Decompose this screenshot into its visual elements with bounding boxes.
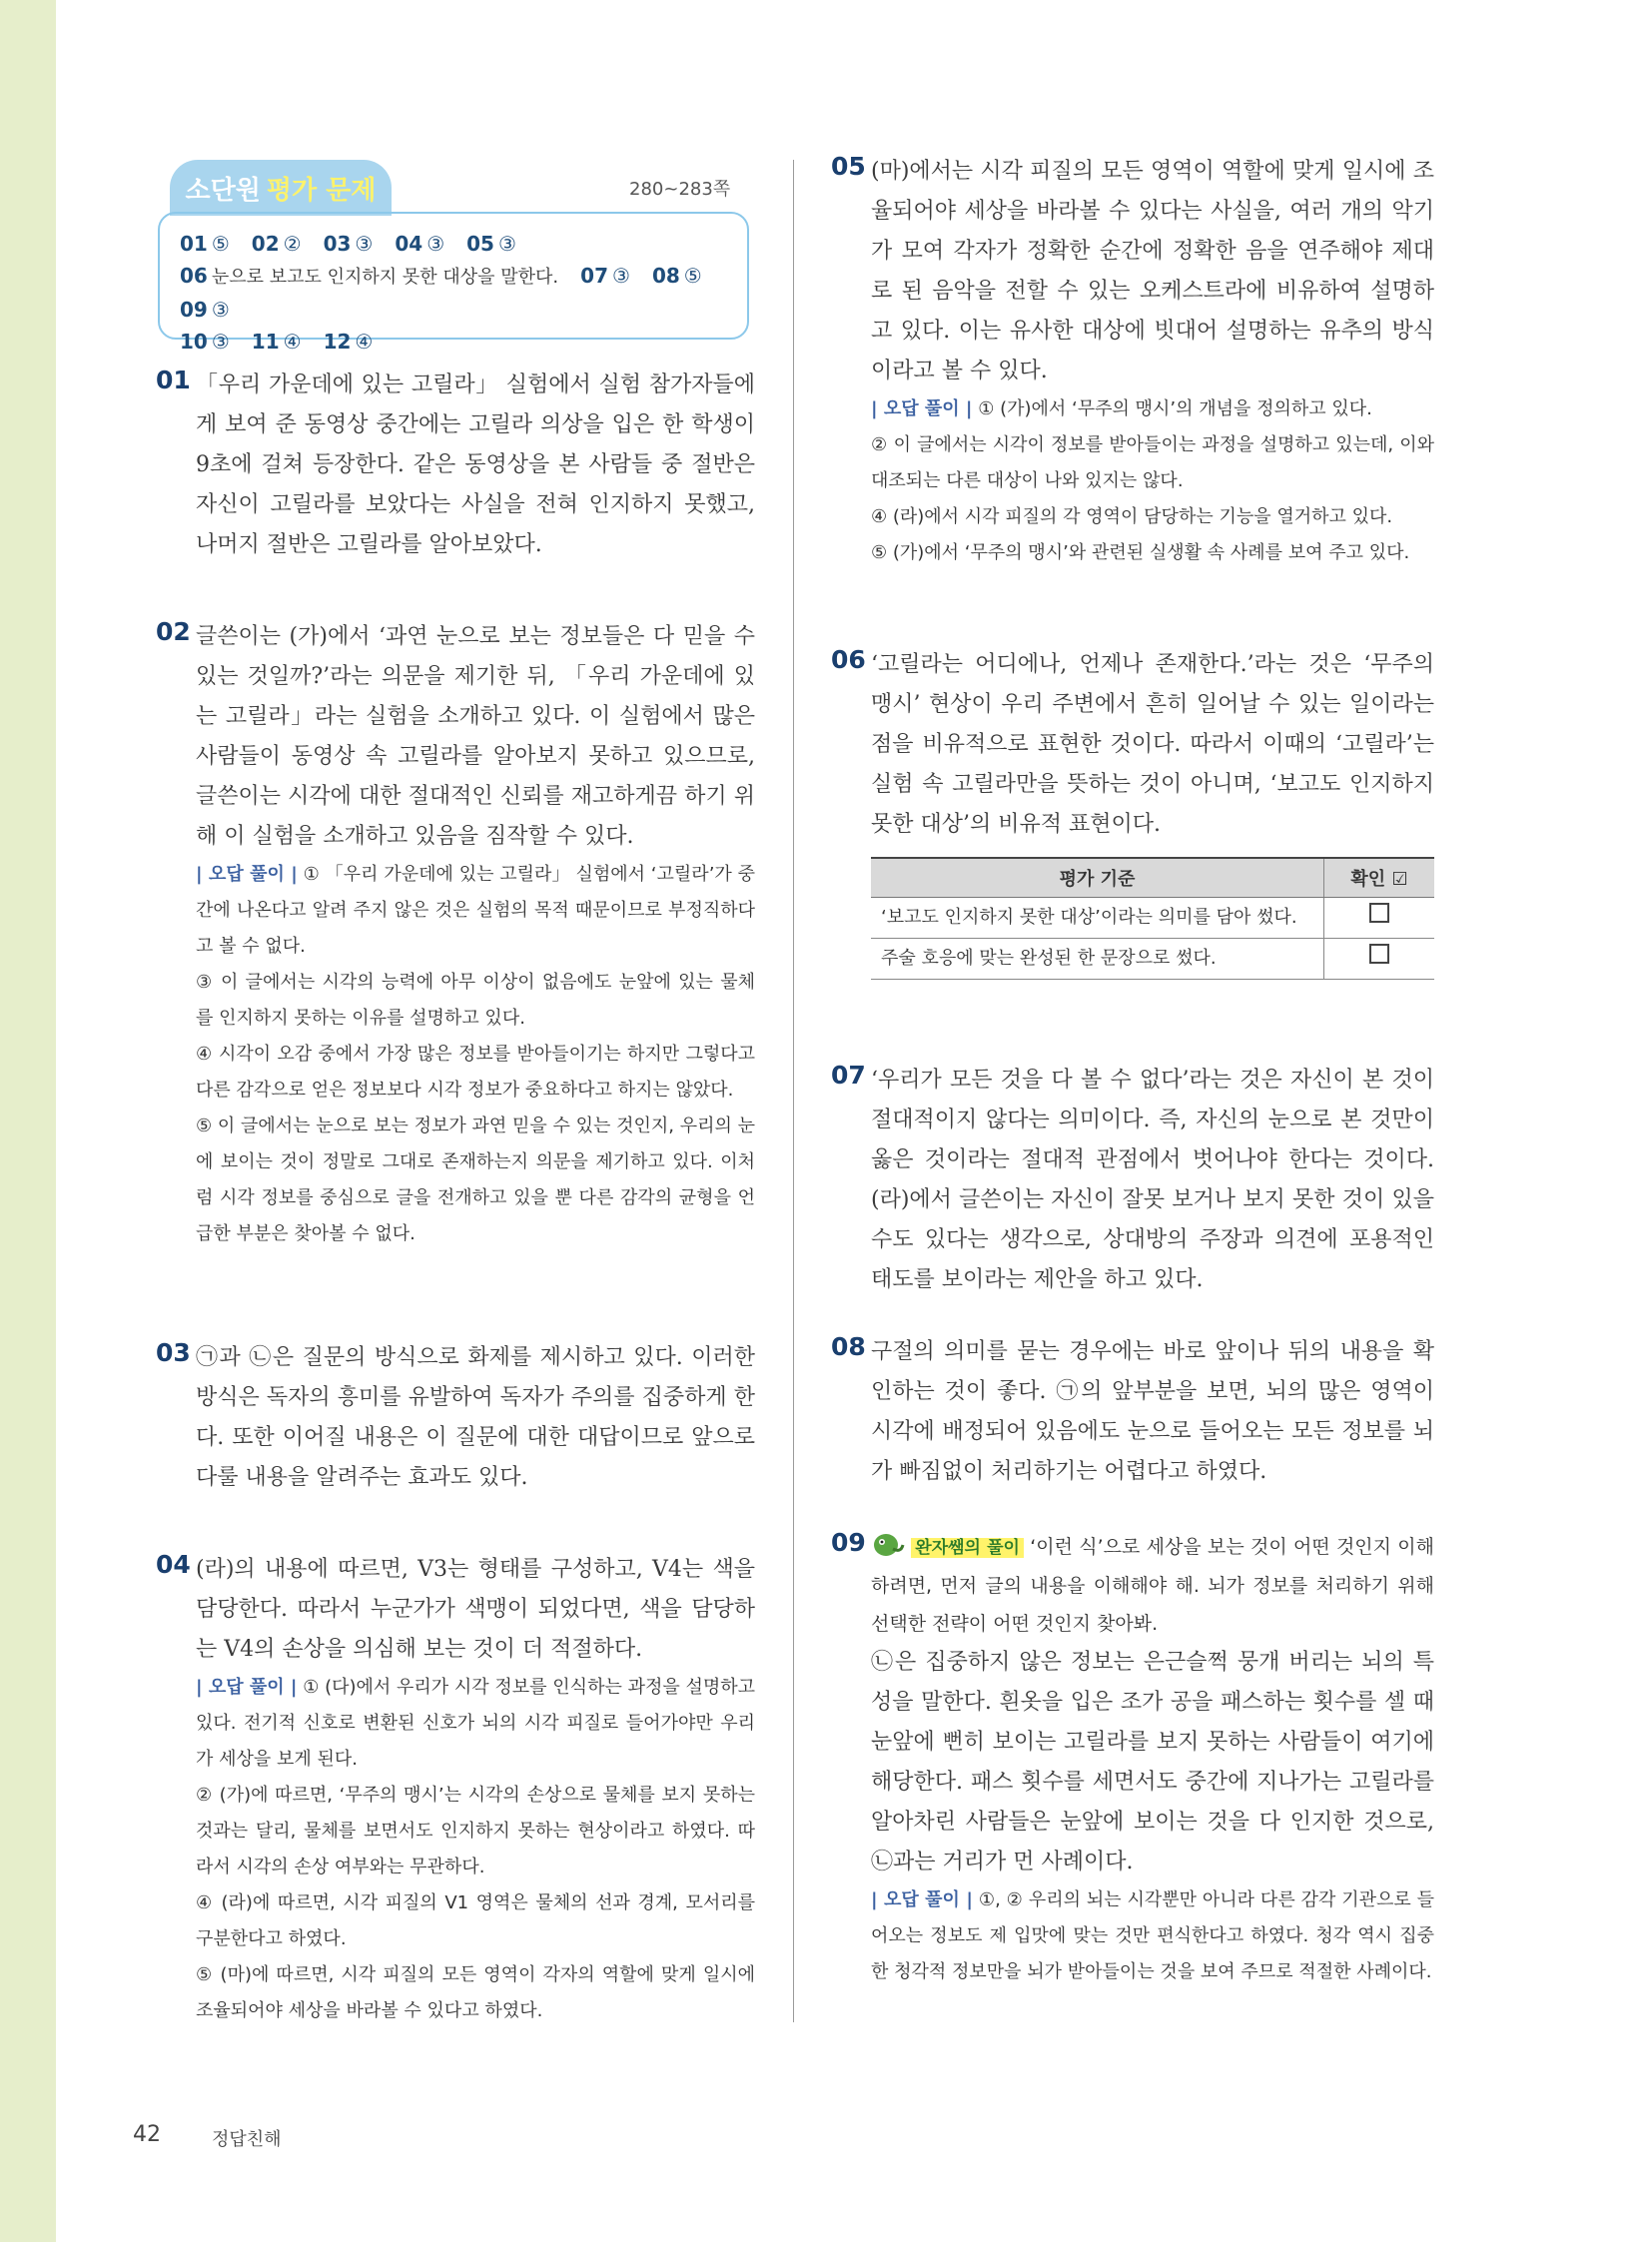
page-number: 42 xyxy=(133,2122,161,2147)
checkbox-icon[interactable] xyxy=(1369,903,1389,923)
answer-choice: ⑤ xyxy=(211,232,230,256)
wrong-answer-label: | 오답 풀이 | xyxy=(196,864,298,885)
side-color-strip xyxy=(0,0,56,2242)
question-number: 08 xyxy=(831,1332,866,1361)
answer-item xyxy=(180,228,230,260)
answer-number: 10 xyxy=(180,330,208,354)
wrong-answer-label: | 오답 풀이 | xyxy=(196,1677,298,1698)
question-06 xyxy=(831,645,1434,980)
answer-item xyxy=(252,228,302,260)
question-explanation: (라)의 내용에 따르면, V3는 형태를 구성하고, V4는 색을 담당한다. 따라서 누군가가 색맹이 되었다면, 색을 담당하는 V4의 손상을 의심해 보는 것이 더 적절하다. xyxy=(196,1557,755,1662)
note-item: ④ 시각이 오감 중에서 가장 많은 정보를 받아들이기는 하지만 그렇다고 다른 감각으로 얻은 정보보다 시각 정보가 중요하다고 하지는 않았다. xyxy=(196,1044,755,1101)
question-number: 01 xyxy=(156,366,191,394)
note-item: ④ (라)에 따르면, 시각 피질의 V1 영역은 물체의 선과 경계, 모서리를 구분한다고 하였다. xyxy=(196,1892,755,1949)
question-explanation: (마)에서는 시각 피질의 모든 영역이 역할에 맞게 일시에 조율되어야 세상을 바라볼 수 있다는 사실을, 여러 개의 악기가 모여 각자가 정확한 순간에 정확한 음을 연주해야 제대로 된 음악을 전할 수 있는 오케스트라에 비유하여 설명하고 있다. 이는 유사한 대상에 빗대어 설명하는 유추의 방식이라고 볼 수 있다. xyxy=(871,159,1434,383)
answer-item xyxy=(580,260,630,292)
wrong-answer-label: | 오답 풀이 | xyxy=(871,1889,973,1910)
question-number: 06 xyxy=(831,645,866,674)
answer-item xyxy=(324,326,374,358)
question-explanation: ‘고릴라는 어디에나, 언제나 존재한다.’라는 것은 ‘무주의 맹시’ 현상이 우리 주변에서 흔히 일어날 수 있는 일이라는 점을 비유적으로 표현한 것이다. 따라서 이때의 ‘고릴라’는 실험 속 고릴라만을 뜻하는 것이 아니며, ‘보고도 인지하지 못한 대상’의 비유적 표현이다. xyxy=(871,652,1434,837)
answer-number: 07 xyxy=(580,264,608,288)
question-05 xyxy=(831,152,1434,571)
answer-item xyxy=(180,326,230,358)
book-title: 정답친해 xyxy=(212,2129,282,2150)
table-row xyxy=(871,898,1434,939)
wrong-answer-notes: | 오답 풀이 | ① (가)에서 ‘무주의 맹시’의 개념을 정의하고 있다. ② 이 글에서는 시각이 정보를 받아들이는 과정을 설명하고 있는데, 이와 대조되는 다른 대상이 나와 있지는 않다. ④ (라)에서 시각 피질의 각 영역이 담당하는 기능을 열거하고 있다. ⑤ (가)에서 ‘무주의 맹시’와 관련된 실생활 속 사례를 보여 주고 있다. xyxy=(871,391,1434,571)
answer-choice: ③ xyxy=(497,232,516,256)
answer-choice: ③ xyxy=(211,330,230,354)
question-07 xyxy=(831,1061,1434,1300)
wrong-answer-notes: | 오답 풀이 | ①, ② 우리의 뇌는 시각뿐만 아니라 다른 감각 기관으로 들어오는 정보도 제 입맛에 맞는 것만 편식한다고 하였다. 청각 역시 집중한 청각적 정보만을 뇌가 받아들이는 것을 보여 주므로 적절한 사례이다. xyxy=(871,1889,1435,1982)
note-item: ⑤ (마)에 따르면, 시각 피질의 모든 영역이 각자의 역할에 맞게 일시에 조율되어야 세상을 바라볼 수 있다고 하였다. xyxy=(196,1964,755,2021)
answer-key-box xyxy=(158,212,749,354)
evaluation-table xyxy=(871,857,1434,980)
answer-choice: ③ xyxy=(211,298,230,322)
question-number: 02 xyxy=(156,617,191,646)
question-03 xyxy=(156,1338,755,1498)
answer-choice: ⑤ xyxy=(683,264,702,288)
question-04 xyxy=(156,1550,755,2029)
section-tab xyxy=(170,160,392,216)
answer-number: 04 xyxy=(395,232,423,256)
section-tab-highlight: 평가 문제 xyxy=(266,175,377,206)
answer-choice: ③ xyxy=(355,232,374,256)
section-tab-label: 소단원 xyxy=(185,175,261,206)
tutor-intro: ‘이런 식’으로 세상을 보는 것이 어떤 것인지 이해하려면, 먼저 글의 내용을 이해해야 해. 뇌가 정보를 처리하기 위해 선택한 전략이 어떤 것인지 찾아봐. xyxy=(871,1536,1434,1635)
answer-choice: ③ xyxy=(612,264,630,288)
question-number: 07 xyxy=(831,1061,866,1090)
table-header-check: 확인 ☑ xyxy=(1324,858,1435,898)
answer-item xyxy=(324,228,374,260)
tutor-tag: 완자쌤의 풀이 xyxy=(911,1538,1024,1558)
note-item: ④ (라)에서 시각 피질의 각 영역이 담당하는 기능을 열거하고 있다. xyxy=(871,506,1393,527)
question-explanation: ㉠과 ㉡은 질문의 방식으로 화제를 제시하고 있다. 이러한 방식은 독자의 흥미를 유발하여 독자가 주의를 집중하게 한다. 또한 이어질 내용은 이 질문에 대한 대답이므로 앞으로 다룰 내용을 알려주는 효과도 있다. xyxy=(196,1345,755,1490)
question-09 xyxy=(831,1528,1434,1990)
mascot-icon xyxy=(871,1531,905,1559)
answer-number: 02 xyxy=(251,232,280,256)
answer-item: 06 눈으로 보고도 인지하지 못한 대상을 말한다. xyxy=(180,264,559,288)
question-number: 03 xyxy=(156,1338,191,1367)
answer-number: 05 xyxy=(466,232,494,256)
column-divider xyxy=(793,160,794,2022)
answer-choice: ④ xyxy=(355,330,374,354)
answer-item xyxy=(252,326,302,358)
question-number: 09 xyxy=(831,1528,866,1557)
wrong-answer-notes: | 오답 풀이 | ① 「우리 가운데에 있는 고릴라」 실험에서 ‘고릴라’가 중간에 나온다고 알려 주지 않은 것은 실험의 목적 때문이므로 부정직하다고 볼 수 없다. ③ 이 글에서는 시각의 능력에 아무 이상이 없음에도 눈앞에 있는 물체를 인지하지 못하는 이유를 설명하고 있다. ④ 시각이 오감 중에서 가장 많은 정보를 받아들이기는 하지만 그렇다고 다른 감각으로 얻은 정보보다 시각 정보가 중요하다고 하지는 않았다. ⑤ 이 글에서는 눈으로 보는 정보가 과연 믿을 수 있는 것인지, 우리의 눈에 보이는 것이 정말로 그대로 존재하는지 의문을 제기하고 있다. 이처럼 시각 정보를 중심으로 글을 전개하고 있을 뿐 다른 감각의 균형을 언급한 부분은 찾아볼 수 없다. xyxy=(196,857,755,1252)
question-explanation: 글쓴이는 (가)에서 ‘과연 눈으로 보는 정보들은 다 믿을 수 있는 것일까?’라는 의문을 제기한 뒤, 「우리 가운데에 있는 고릴라」라는 실험을 소개하고 있다. 이 실험에서 많은 사람들이 동영상 속 고릴라를 알아보지 못하고 있으므로, 글쓴이는 시각에 대한 절대적인 신뢰를 재고하게끔 하기 위해 이 실험을 소개하고 있음을 짐작할 수 있다. xyxy=(196,624,755,849)
question-explanation: 「우리 가운데에 있는 고릴라」 실험에서 실험 참가자들에게 보여 준 동영상 중간에는 고릴라 의상을 입은 한 학생이 9초에 걸쳐 등장한다. 같은 동영상을 본 사람들 중 절반은 자신이 고릴라를 보았다는 사실을 전혀 인지하지 못했고, 나머지 절반은 고릴라를 알아보았다. xyxy=(196,373,755,557)
answer-number: 11 xyxy=(251,330,280,354)
question-explanation: 구절의 의미를 묻는 경우에는 바로 앞이나 뒤의 내용을 확인하는 것이 좋다. ㉠의 앞부분을 보면, 뇌의 많은 영역이 시각에 배정되어 있음에도 눈으로 들어오는 모든 정보를 뇌가 빠짐없이 처리하기는 어렵다고 하였다. xyxy=(871,1339,1434,1484)
question-02 xyxy=(156,617,755,1252)
check-cell xyxy=(1324,939,1435,980)
answer-choice: ③ xyxy=(426,232,445,256)
note-item: ③ 이 글에서는 시각의 능력에 아무 이상이 없음에도 눈앞에 있는 물체를 인지하지 못하는 이유를 설명하고 있다. xyxy=(196,972,755,1029)
answer-item xyxy=(466,228,516,260)
question-explanation: ㉡은 집중하지 않은 정보는 은근슬쩍 뭉개 버리는 뇌의 특성을 말한다. 흰옷을 입은 조가 공을 패스하는 횟수를 셀 때 눈앞에 뻔히 보이는 고릴라를 보지 못하는 사람들이 여기에 해당한다. 패스 횟수를 세면서도 중간에 지나가는 고릴라를 알아차린 사람들은 눈앞에 보이는 것을 다 인지한 것으로, ㉡과는 거리가 먼 사례이다. xyxy=(871,1650,1434,1874)
wrong-answer-notes: | 오답 풀이 | ① (다)에서 우리가 시각 정보를 인식하는 과정을 설명하고 있다. 전기적 신호로 변환된 신호가 뇌의 시각 피질로 들어가야만 우리가 세상을 보게 된다. ② (가)에 따르면, ‘무주의 맹시’는 시각의 손상으로 물체를 보지 못하는 것과는 달리, 물체를 보면서도 인지하지 못하는 현상이라고 하였다. 따라서 시각의 손상 여부와는 무관하다. ④ (라)에 따르면, 시각 피질의 V1 영역은 물체의 선과 경계, 모서리를 구분한다고 하였다. ⑤ (마)에 따르면, 시각 피질의 모든 영역이 각자의 역할에 맞게 일시에 조율되어야 세상을 바라볼 수 있다고 하였다. xyxy=(196,1670,755,2029)
check-cell xyxy=(1324,898,1435,939)
table-row xyxy=(871,939,1434,980)
criteria-cell: ‘보고도 인지하지 못한 대상’이라는 의미를 담아 썼다. xyxy=(871,898,1324,939)
answer-number: 09 xyxy=(180,298,208,322)
question-08 xyxy=(831,1332,1434,1492)
question-number: 05 xyxy=(831,152,866,181)
answer-item xyxy=(180,294,230,326)
note-item: ② (가)에 따르면, ‘무주의 맹시’는 시각의 손상으로 물체를 보지 못하는 것과는 달리, 물체를 보면서도 인지하지 못하는 현상이라고 하였다. 따라서 시각의 손상 여부와는 무관하다. xyxy=(196,1785,755,1877)
checkbox-icon[interactable] xyxy=(1369,944,1389,964)
answer-number: 03 xyxy=(323,232,352,256)
table-header-criteria: 평가 기준 xyxy=(871,858,1324,898)
question-explanation: ‘우리가 모든 것을 다 볼 수 없다’라는 것은 자신이 본 것이 절대적이지 않다는 의미이다. 즉, 자신의 눈으로 본 것만이 옳은 것이라는 절대적 관점에서 벗어나야 한다는 것이다. (라)에서 글쓴이는 자신이 잘못 보거나 보지 못한 것이 있을 수도 있다는 생각으로, 상대방의 주장과 의견에 포용적인 태도를 보이라는 제안을 하고 있다. xyxy=(871,1068,1434,1292)
answer-choice: ④ xyxy=(283,330,302,354)
page-range: 280~283쪽 xyxy=(629,179,731,200)
answer-choice: ② xyxy=(283,232,302,256)
answer-number: 12 xyxy=(323,330,352,354)
answer-number: 01 xyxy=(180,232,208,256)
question-number: 04 xyxy=(156,1550,191,1579)
answer-number: 08 xyxy=(651,264,680,288)
criteria-cell: 주술 호응에 맞는 완성된 한 문장으로 썼다. xyxy=(871,939,1324,980)
question-01 xyxy=(156,366,755,565)
answer-item xyxy=(652,260,702,292)
wrong-answer-label: | 오답 풀이 | xyxy=(871,398,973,419)
answer-item xyxy=(395,228,444,260)
note-item: ② 이 글에서는 시각이 정보를 받아들이는 과정을 설명하고 있는데, 이와 대조되는 다른 대상이 나와 있지는 않다. xyxy=(871,434,1434,491)
note-item: ⑤ 이 글에서는 눈으로 보는 정보가 과연 믿을 수 있는 것인지, 우리의 눈에 보이는 것이 정말로 그대로 존재하는지 의문을 제기하고 있다. 이처럼 시각 정보를 중심으로 글을 전개하고 있을 뿐 다른 감각의 균형을 언급한 부분은 찾아볼 수 없다. xyxy=(196,1116,755,1244)
note-item: ⑤ (가)에서 ‘무주의 맹시’와 관련된 실생활 속 사례를 보여 주고 있다. xyxy=(871,542,1410,563)
tutor-explanation xyxy=(871,1528,1434,1643)
